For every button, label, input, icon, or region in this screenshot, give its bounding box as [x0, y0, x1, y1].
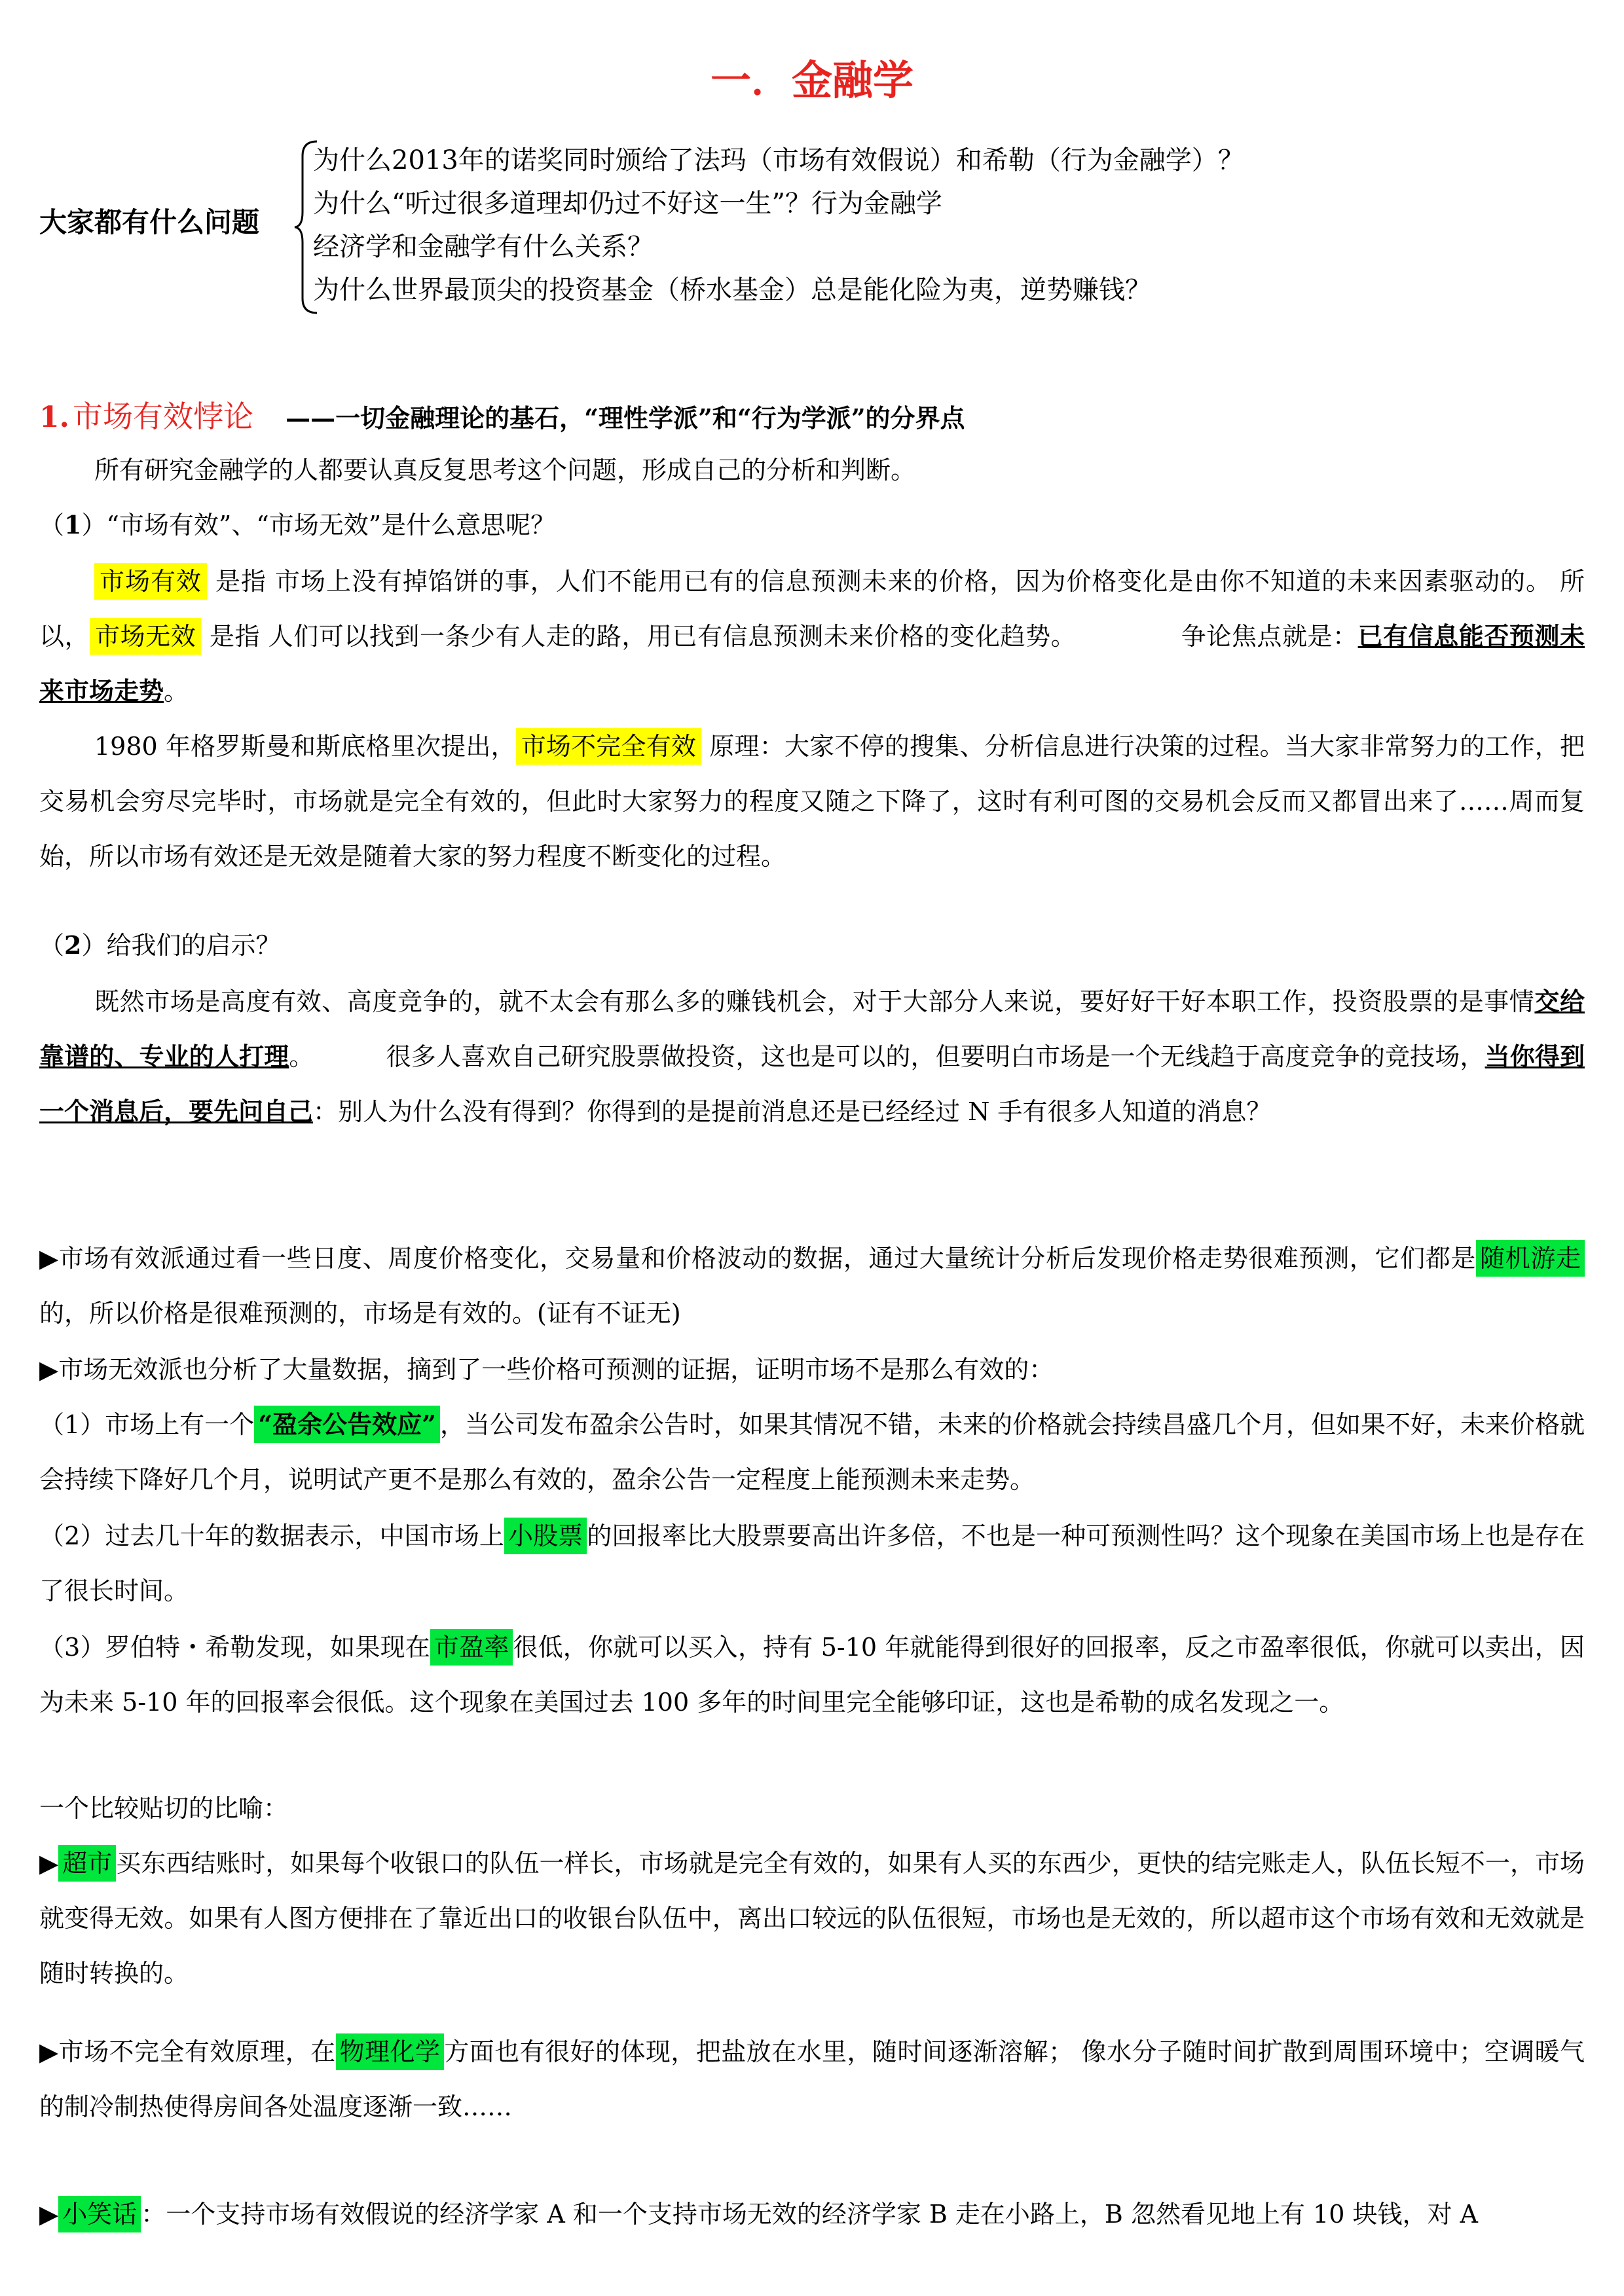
definition-paragraph: 市场有效 是指 市场上没有掉馅饼的事，人们不能用已有的信息预测未来的价格，因为价格变化是由你不知道的未来因素驱动的。 所以， 市场无效 是指 人们可以找到一条少有人走的路，用已有信息预测未来价格的变化趋势。 争论焦点就是：已有信息能否预测未来市场走势。 — [39, 554, 1585, 719]
question-1-heading: （1）“市场有效”、“市场无效”是什么意思呢？ — [39, 510, 556, 539]
section-heading — [39, 392, 965, 448]
question-item: 为什么世界最顶尖的投资基金（桥水基金）总是能化险为夷，逆势赚钱？ — [313, 275, 1151, 305]
highlight-market-efficient: 市场有效 — [94, 563, 207, 600]
highlight-random-walk: 随机游走 — [1476, 1240, 1585, 1277]
evidence-item: （2）过去几十年的数据表示，中国市场上 小股票 的回报率比大股票要高出许多倍，不也是一种可预测性吗？这个现象在美国市场上也是存在了很长时间。 — [39, 1508, 1585, 1618]
question-item: 经济学和金融学有什么关系？ — [313, 232, 654, 262]
highlight-pe-ratio: 市盈率 — [430, 1629, 513, 1666]
analogy-intro: 一个比较贴切的比喻： — [39, 1794, 289, 1823]
analogy-paragraph: ▶ 超市 买东西结账时，如果每个收银口的队伍一样长，市场就是完全有效的，如果有人买的东西少，更快的结完账走人，队伍长短不一，市场就变得无效。如果有人图方便排在了靠近出口的收银台队伍中，离出口较远的队伍很短，市场也是无效的，所以超市这个市场有效和无效就是随时转换的。 — [39, 1836, 1585, 2001]
key-point-underline: 已有信息能否预测未来市场走势 — [39, 621, 1585, 706]
physics-paragraph: ▶市场不完全有效原理，在 物理化学 方面也有很好的体现，把盐放在水里，随时间逐渐溶解； 像水分子随时间扩散到周围环境中；空调暖气的制冷制热使得房间各处温度逐渐一致…… — [39, 2024, 1585, 2134]
question-number: 2 — [64, 930, 82, 960]
joke-paragraph: ▶ 小笑话 ：一个支持市场有效假说的经济学家 A 和一个支持市场无效的经济学家 B 走在小路上，B 忽然看见地上有 10 块钱，对 A — [39, 2187, 1478, 2242]
incomplete-efficiency-paragraph: 1980 年格罗斯曼和斯底格里次提出， 市场不完全有效 原理：大家不停的搜集、分析信息进行决策的过程。当大家非常努力的工作，把交易机会穷尽完毕时，市场就是完全有效的，但此时大家努力的程度又随之下降了，这时有利可图的交易机会反而又都冒出来了……周而复始，所以市场有效还是无效是随着大家的努力程度不断变化的过程。 — [39, 719, 1585, 884]
question-number: 1 — [64, 510, 82, 539]
questions-label: 大家都有什么问题 — [39, 206, 260, 238]
page-title: 一．金融学 — [710, 56, 913, 104]
highlight-supermarket: 超市 — [58, 1845, 116, 1882]
highlight-market-inefficient: 市场无效 — [90, 618, 201, 655]
highlight-physics-chemistry: 物理化学 — [336, 2033, 445, 2070]
intro-paragraph: 所有研究金融学的人都要认真反复思考这个问题，形成自己的分析和判断。 — [94, 456, 916, 484]
section-number: 1. — [39, 401, 69, 434]
question-item: 为什么2013年的诺奖同时颁给了法玛（市场有效假说）和希勒（行为金融学）？ — [313, 145, 1244, 175]
key-point-underline: 当你得到一个消息后，要先问自己 — [39, 1042, 1585, 1126]
highlight-earnings-effect: “盈余公告效应” — [254, 1406, 440, 1443]
efficient-school-paragraph: ▶市场有效派通过看一些日度、周度价格变化，交易量和价格波动的数据，通过大量统计分析后发现价格走势很难预测，它们都是 随机游走的，所以价格是很难预测的，市场是有效的。(证有不证无) — [39, 1231, 1585, 1341]
highlight-small-stocks: 小股票 — [504, 1518, 587, 1554]
section-subtitle: ——一切金融理论的基石，“理性学派”和“行为学派”的分界点 — [286, 403, 965, 433]
highlight-incomplete-efficiency: 市场不完全有效 — [516, 728, 701, 765]
highlight-joke: 小笑话 — [58, 2196, 141, 2232]
insight-paragraph: 既然市场是高度有效、高度竞争的，就不太会有那么多的赚钱机会，对于大部分人来说，要好好干好本职工作，投资股票的是事情交给靠谱的、专业的人打理。 很多人喜欢自己研究股票做投资，这也是可以的，但要明白市场是一个无线趋于高度竞争的竞技场，当你得到一个消息后，要先问自己：别人为什么没有得到？你得到的是提前消息还是已经经过 N 手有很多人知道的消息？ — [39, 987, 1585, 1126]
evidence-item: （1）市场上有一个 “盈余公告效应” ，当公司发布盈余公告时，如果其情况不错，未来的价格就会持续昌盛几个月，但如果不好，未来价格就会持续下降好几个月，说明试产更不是那么有效的，盈余公告一定程度上能预测未来走势。 — [39, 1397, 1585, 1507]
key-point-underline: 交给靠谱的、专业的人打理 — [39, 987, 1585, 1071]
inefficient-school-paragraph: ▶市场无效派也分析了大量数据，摘到了一些价格可预测的证据，证明市场不是那么有效的： — [39, 1355, 1054, 1384]
section-name: 市场有效悖论 — [73, 399, 254, 434]
question-item: 为什么“听过很多道理却仍过不好这一生”？行为金融学 — [313, 189, 942, 219]
evidence-item: （3）罗伯特・希勒发现，如果现在 市盈率 很低，你就可以买入，持有 5-10 年就能得到很好的回报率，反之市盈率很低，你就可以卖出，因为未来 5-10 年的回报率会很低。这个现象在美国过去 100 多年的时间里完全能够印证，这也是希勒的成名发现之一。 — [39, 1620, 1585, 1730]
question-2-heading: （2）给我们的启示？ — [39, 930, 281, 960]
